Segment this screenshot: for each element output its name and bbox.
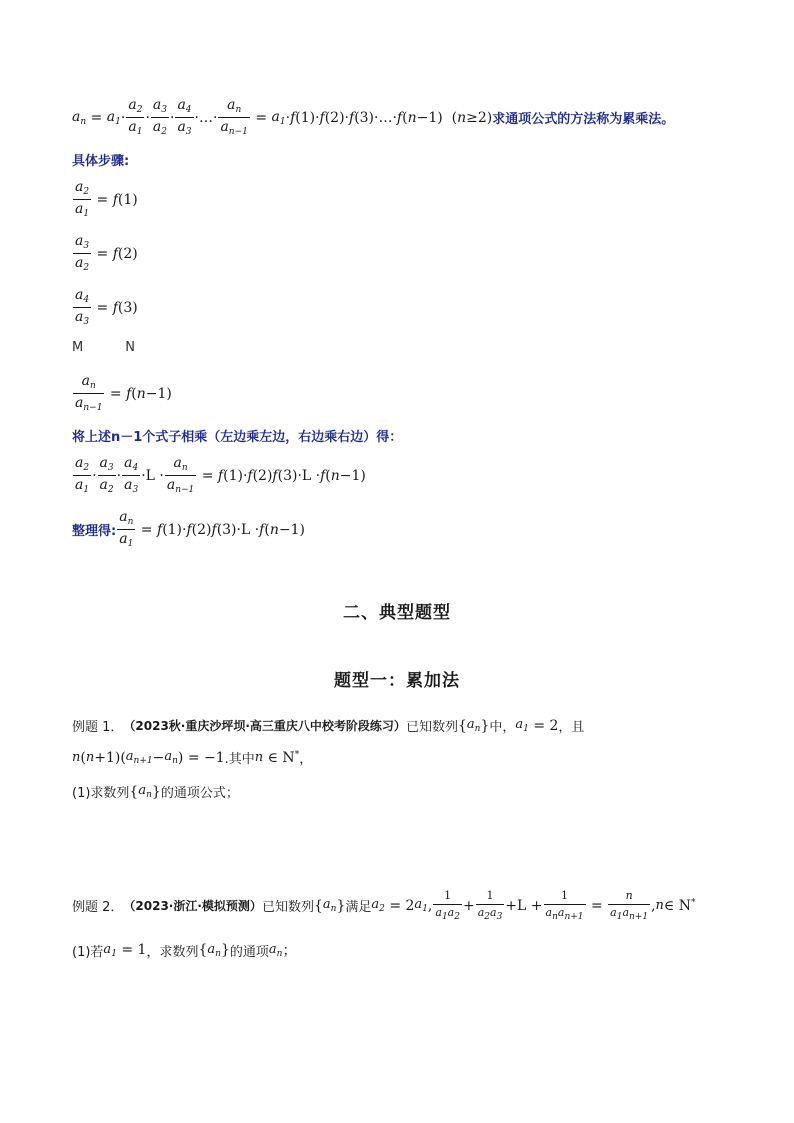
step-equation-3: $\frac{a_4}{a_3}$ = f (3) bbox=[75, 287, 138, 328]
step-equation-1: $\frac{a_2}{a_1}$ = f (1) bbox=[75, 179, 138, 220]
arrange-label: 整理得: bbox=[72, 524, 117, 540]
example1-label: 例题 1． bbox=[72, 720, 124, 735]
step-equation-2: $\frac{a_3}{a_2}$ = f (2) bbox=[75, 233, 138, 274]
example2-source: （2023·浙江·模拟预测） bbox=[123, 899, 262, 914]
formula-description: 求通项公式的方法称为累乘法。 bbox=[492, 112, 675, 128]
step-equation-n: $\frac{a_n}{a_{n-1}}$ = f ( n −1) bbox=[75, 373, 172, 414]
product-equation: $\frac{a_2}{a_1}$ · $\frac{a_3}{a_2}$ · $\frac{a_4}{a_3}$ ·L · $\frac{a_n}{a_{n-1}}$ = f (1)· f (2) f (3)·L · f ( n −1) bbox=[75, 455, 366, 496]
section-subtitle: 题型一：累加法 bbox=[334, 671, 460, 691]
section-title: 二、典型题型 bbox=[343, 603, 451, 623]
math-expression: $a_n$ bbox=[72, 108, 87, 127]
example2-line1: 例题 2． （2023·浙江·模拟预测） 已知数列 { $a_n$ } 满足 $a_2$ = 2 $a_1$ , $\frac{1}{a_1a_2}$ + $\frac{1}{a_2a_3}$ +L + $\frac{1}{a_na_{n+1}}$ = $\frac{n}{a_1a_{n+1}}$ , n ∈ N* bbox=[72, 889, 696, 922]
vertical-ellipsis: M N bbox=[72, 340, 135, 355]
example2-question1: (1)若 $a_1$ = 1 ，求数列 { $a_n$ } 的通项 $a_n$ ； bbox=[72, 941, 297, 960]
example1-line1: 例题 1． （2023秋·重庆沙坪坝·高三重庆八中校考阶段练习） 已知数列 { $a_n$ } 中， $a_1$ = 2 ，且 bbox=[72, 717, 585, 735]
example1-question1: (1)求数列 { $a_n$ } 的通项公式； bbox=[72, 783, 239, 801]
multiply-note: 将上述n－1个式子相乘（左边乘左边，右边乘右边）得： bbox=[72, 430, 403, 445]
example2-label: 例题 2． bbox=[72, 900, 124, 916]
example1-source: （2023秋·重庆沙坪坝·高三重庆八中校考阶段练习） bbox=[123, 719, 406, 733]
product-formula-line: $a_n$ = $a_1$ · $\frac{a_2}{a_1}$ · $\frac{a_3}{a_2}$ · $\frac{a_4}{a_3}$ ·…· $\frac{a_n}{a_{n-1}}$ = $a_1$ · f (1)· f (2)· f (3)·…· f ( n −1) ( n ≥2) 求通项公式的方法称为累乘法。 bbox=[72, 97, 675, 138]
example1-line2: n ( n +1)( $a_{n+1}$ − $a_n$ ) = −1 .其中 n ∈ N* ， bbox=[72, 749, 313, 767]
steps-label: 具体步骤: bbox=[72, 154, 130, 169]
arranged-equation: 整理得: $\frac{a_n}{a_1}$ = f (1)· f (2) f (3)·L · f ( n −1) bbox=[72, 509, 305, 550]
